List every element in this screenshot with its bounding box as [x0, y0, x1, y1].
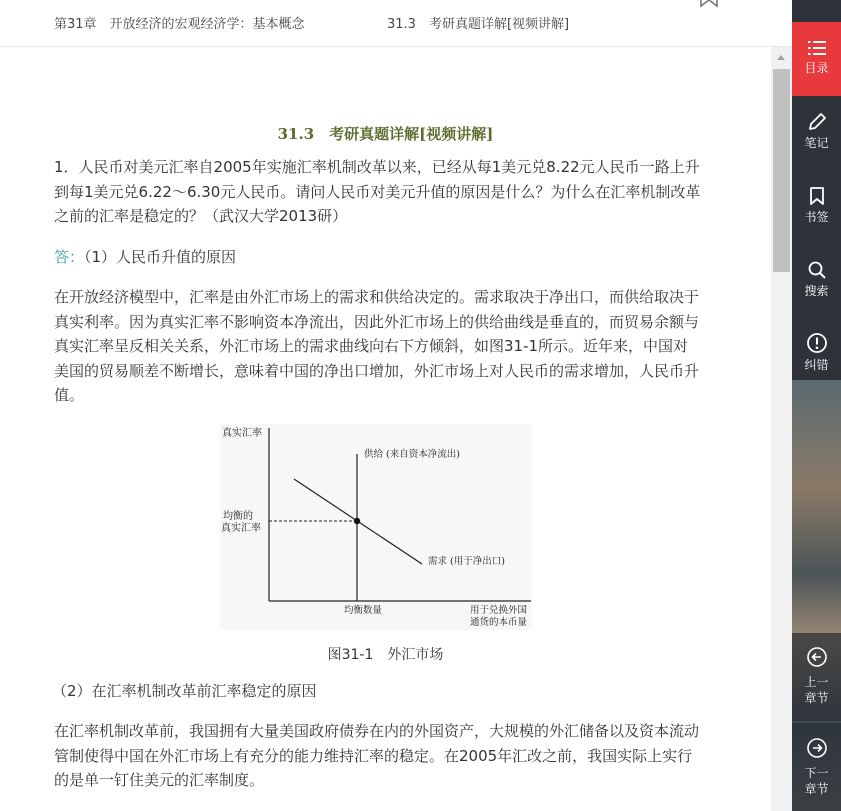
- answer-heading-2: （2）在汇率机制改革前汇率稳定的原因: [52, 682, 317, 700]
- arrow-left-circle-icon: [806, 646, 828, 668]
- answer-heading-1: [54, 245, 702, 270]
- answer-prefix: 答：: [54, 248, 85, 266]
- equilibrium-quantity-label: 均衡数量: [344, 605, 383, 616]
- y-axis-label: 真实汇率: [222, 428, 262, 439]
- report-error-label: 纠错: [804, 358, 829, 372]
- right-sidebar: [792, 0, 841, 811]
- notes-label: 笔记: [804, 136, 829, 150]
- x-axis-label-1: 用于兑换外国: [470, 605, 528, 616]
- top-bar: [0, 0, 792, 47]
- alert-icon: [806, 332, 828, 354]
- answer-heading-1-text: （1）人民币升值的原因: [84, 248, 237, 266]
- search-icon: [807, 260, 827, 280]
- question-1: 1．人民币对美元汇率自2005年实施汇率机制改革以来，已经从每1美元兑8.22元人民币一路上升到每1美元兑6.22～6.30元人民币。请问人民币对美元升值的原因是什么？为什么在汇率机制改革之前的汇率是稳定的？（武汉大学2013研）: [54, 158, 701, 225]
- section-title: 31.3 考研真题详解[视频讲解]: [277, 125, 494, 143]
- bookmarks-button[interactable]: [792, 170, 841, 244]
- scrollbar-thumb[interactable]: [773, 69, 790, 272]
- equilibrium-point: [354, 518, 360, 524]
- reader-content: [0, 47, 771, 811]
- equilibrium-rate-label-2: 真实汇率: [221, 523, 261, 534]
- next-chapter-label: 下一章节: [804, 766, 829, 796]
- toc-label: 目录: [804, 61, 829, 75]
- previous-chapter-label: 上一章节: [804, 675, 829, 705]
- search-label: 搜索: [804, 284, 829, 298]
- vertical-scrollbar[interactable]: [771, 47, 792, 811]
- pencil-icon: [807, 112, 827, 132]
- x-axis-label-2: 通货的本币量: [470, 617, 528, 628]
- bookmarks-label: 书签: [804, 210, 829, 224]
- section-breadcrumb[interactable]: 31.3 考研真题详解[视频讲解]: [387, 17, 570, 32]
- previous-chapter-button[interactable]: [792, 633, 841, 721]
- arrow-right-circle-icon: [806, 737, 828, 759]
- demand-label: 需求 (用于净出口): [428, 556, 505, 567]
- notes-button[interactable]: [792, 96, 841, 170]
- forex-market-figure: [220, 424, 532, 630]
- figure-caption: 图31-1 外汇市场: [327, 647, 444, 663]
- scroll-up-arrow-icon[interactable]: [777, 55, 785, 60]
- bookmark-icon[interactable]: [698, 0, 720, 8]
- toc-button[interactable]: [792, 22, 841, 96]
- answer-paragraph-1: 在开放经济模型中，汇率是由外汇市场上的需求和供给决定的。需求取决于净出口，而供给取决于真实利率。因为真实汇率不影响资本净流出，因此外汇市场上的供给曲线是垂直的，而贸易余额与真实汇率呈反相关关系，外汇市场上的需求曲线向右下方倾斜，如图31-1所示。近年来，中国对美国的贸易顺差不断增长，意味着中国的净出口增加，外汇市场上对人民币的需求增加，人民币升值。: [54, 288, 700, 404]
- report-error-button[interactable]: [792, 318, 841, 392]
- supply-label: 供给 (来自资本净流出): [364, 449, 460, 460]
- search-button[interactable]: [792, 244, 841, 318]
- chapter-breadcrumb[interactable]: 第31章 开放经济的宏观经济学：基本概念: [54, 17, 305, 32]
- list-icon: [807, 39, 827, 57]
- equilibrium-rate-label-1: 均衡的: [223, 511, 253, 522]
- next-chapter-button[interactable]: [792, 723, 841, 811]
- bookmark-icon: [808, 186, 826, 206]
- answer-paragraph-2: 在汇率机制改革前，我国拥有大量美国政府债券在内的外国资产，大规模的外汇储备以及资本流动管制使得中国在外汇市场上有充分的能力维持汇率的稳定。在2005年汇改之前，我国实际上实行的是单一钉住美元的汇率制度。: [54, 722, 700, 789]
